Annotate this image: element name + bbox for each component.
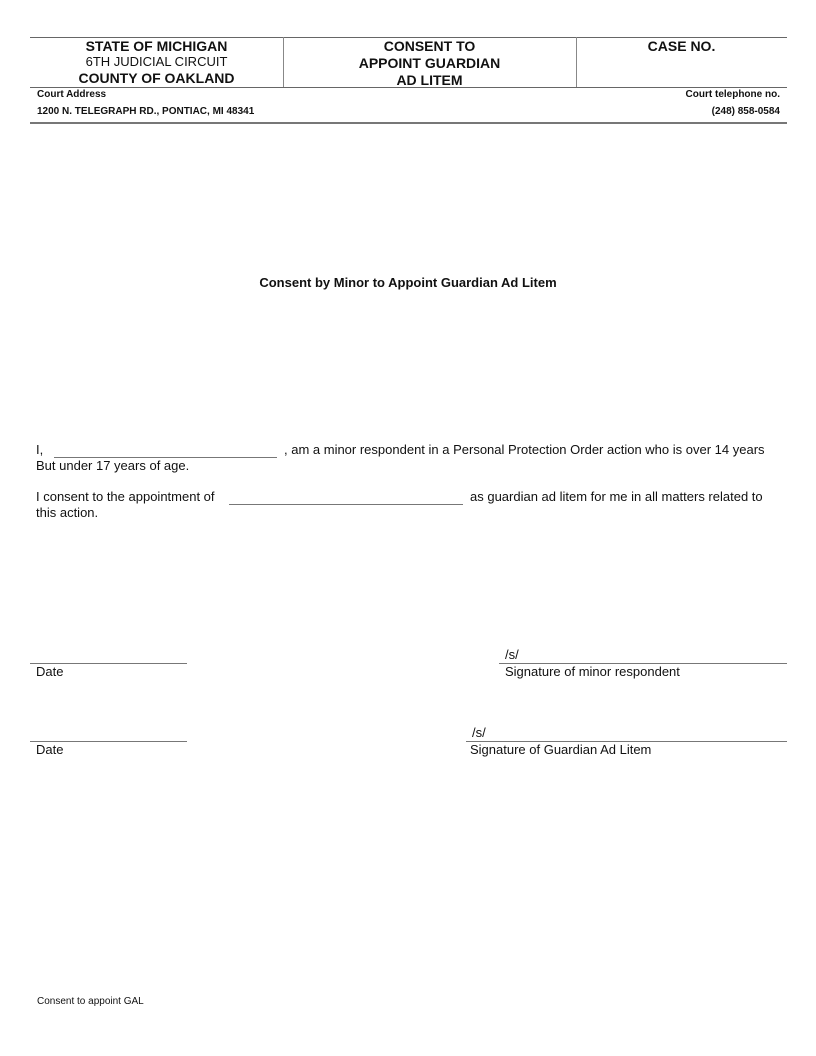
para-prefix: I,	[36, 442, 44, 457]
para-text: But under 17 years of age.	[36, 458, 190, 473]
court-address-label: Court Address	[37, 89, 107, 100]
signature-label: Signature of Guardian Ad Litem	[470, 742, 652, 757]
title-line: AD LITEM	[396, 72, 463, 88]
divider	[30, 122, 787, 124]
date-label: Date	[36, 664, 64, 679]
county-name: COUNTY OF OAKLAND	[78, 70, 235, 86]
signature-value: /s/	[505, 647, 519, 662]
para-text: , am a minor respondent in a Personal Protection Order action who is over 14 years	[284, 442, 765, 457]
court-name	[30, 38, 283, 86]
date-label: Date	[36, 742, 64, 757]
case-no-label: CASE NO.	[647, 38, 716, 54]
title-line: APPOINT GUARDIAN	[358, 55, 501, 71]
footer-form-name: Consent to appoint GAL	[37, 996, 144, 1007]
guardian-name-field[interactable]	[229, 504, 463, 505]
court-address: 1200 N. TELEGRAPH RD., PONTIAC, MI 48341	[37, 106, 255, 117]
para-text: as guardian ad litem for me in all matters related to	[470, 489, 763, 504]
court-phone-label: Court telephone no.	[685, 89, 780, 100]
court-phone: (248) 858-0584	[711, 106, 780, 117]
para-prefix: I consent to the appointment of	[36, 489, 215, 504]
title-line: CONSENT TO	[383, 38, 476, 54]
page-heading: Consent by Minor to Appoint Guardian Ad Litem	[259, 275, 557, 290]
para-text: this action.	[36, 505, 99, 520]
signature-label: Signature of minor respondent	[505, 664, 680, 679]
signature-value: /s/	[472, 725, 486, 740]
state-name: STATE OF MICHIGAN	[85, 38, 228, 54]
circuit-name: 6TH JUDICIAL CIRCUIT	[85, 54, 228, 69]
form-title	[283, 38, 576, 89]
